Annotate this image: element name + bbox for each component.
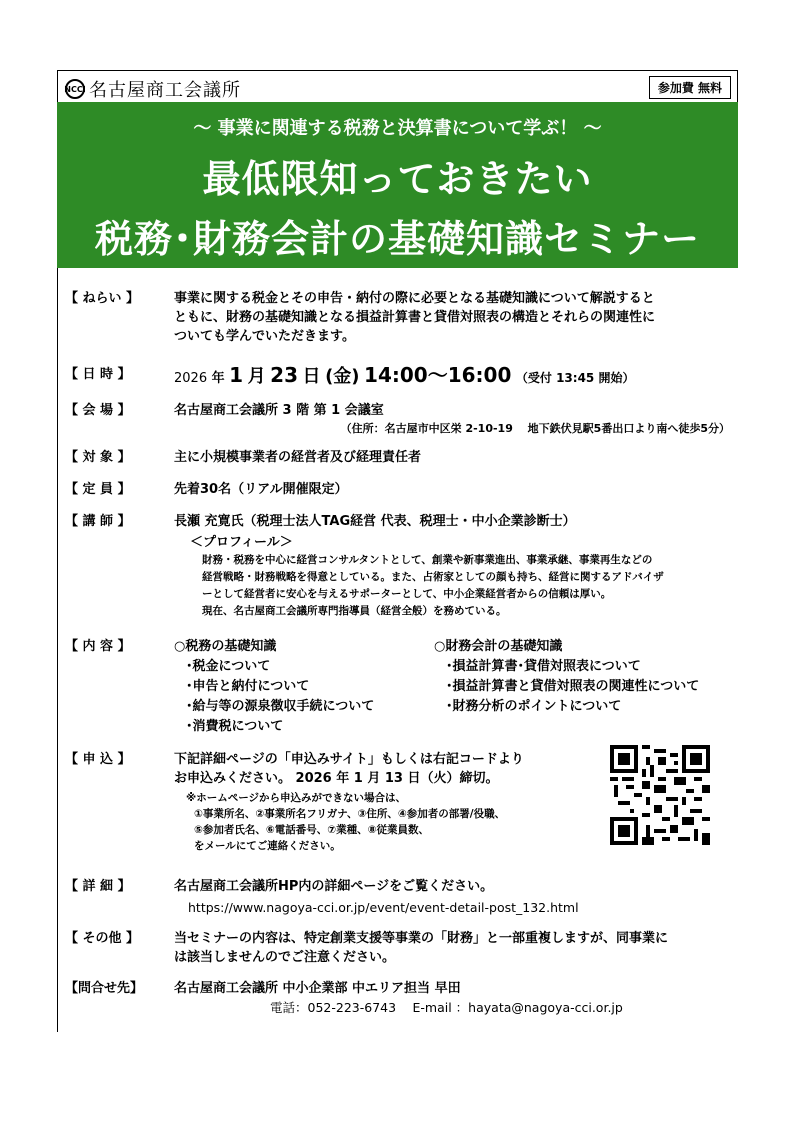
apply-deadline: お申込みください。 2026 年 1 月 13 日（火）締切。 (174, 771, 499, 786)
capacity-text: 先着30名（リアル開催限定） (174, 482, 348, 497)
date-month: 1 (229, 363, 244, 387)
date-day: 23 (270, 363, 298, 387)
profile-line: 財務・税務を中心に経営コンサルタントとして、創業や新事業進出、事業承継、事業再生などの (202, 554, 653, 566)
date-time: 14:00～16:00 (364, 363, 512, 387)
tax-basics-item: ･税金について (186, 659, 271, 674)
apply-line: 下記詳細ページの「申込みサイト」もしくは右記コードより (174, 752, 524, 767)
venue-value (174, 401, 734, 437)
fee-badge: 参加費 無料 (649, 76, 731, 99)
profile-line: 経営戦略・財務戦略を得意としている。また、占術家としての顔も持ち、経営に関するアドバイザ (202, 571, 664, 583)
aim-line: ともに、財務の基礎知識となる損益計算書と貸借対照表の構造とそれらの関連性に (174, 310, 656, 325)
lecturer-label: 【 講 師 】 (65, 514, 131, 529)
tax-basics-heading: ○税務の基礎知識 (174, 639, 277, 654)
datetime-value (174, 362, 734, 392)
contact-phone-email: 電話：052-223-6743 E-mail ：hayata@nagoya-cci.or.jp (270, 1000, 623, 1015)
aim-label: 【 ねらい 】 (65, 291, 140, 306)
content-value (174, 637, 734, 737)
accounting-basics-item: ･損益計算書と貸借対照表の関連性について (446, 679, 700, 694)
aim-line: 事業に関する税金とその申告・納付の際に必要となる基礎知識について解説すると (174, 291, 655, 306)
details-label: 【 詳 細 】 (65, 879, 131, 894)
contact-dept: 名古屋商工会議所 中小企業部 中エリア担当 早田 (174, 981, 461, 996)
venue-label: 【 会 場 】 (65, 403, 131, 418)
accounting-basics-item: ･損益計算書･貸借対照表について (446, 659, 641, 674)
other-line: は該当しませんのでご注意ください。 (174, 950, 396, 965)
details-url-link[interactable]: https://www.nagoya-cci.or.jp/event/event-detail-post_132.html (188, 900, 579, 915)
date-month-unit: 月 (247, 366, 266, 387)
tax-basics-item: ･給与等の源泉徴収手続について (186, 699, 375, 714)
contact-value (174, 979, 734, 1017)
apply-note-line: ①事業所名、②事業所名フリガナ、③住所、④参加者の部署/役職、 (194, 808, 506, 820)
datetime-label: 【 日 時 】 (65, 367, 131, 382)
accounting-basics-heading: ○財務会計の基礎知識 (434, 639, 563, 654)
lecturer-value (174, 512, 734, 620)
org-name: 名古屋商工会議所 (89, 80, 241, 101)
apply-label: 【 申 込 】 (65, 752, 131, 767)
apply-note-line: をメールにてご連絡ください。 (194, 840, 341, 852)
profile-text (202, 552, 734, 620)
date-day-unit: 日 (302, 366, 321, 387)
contact-label: 【問合せ先】 (65, 981, 144, 996)
date-reception: （受付 13:45 開始） (515, 371, 635, 385)
venue-name: 名古屋商工会議所 3 階 第 1 会議室 (174, 403, 384, 418)
target-text: 主に小規模事業者の経営者及び経理責任者 (174, 450, 422, 465)
details-value (174, 877, 734, 917)
aim-line: ついても学んでいただきます。 (174, 329, 355, 344)
banner-title-line1: 最低限知っておきたい (202, 157, 593, 201)
banner-title-line2: 税務･財務会計の基礎知識セミナー (94, 217, 700, 261)
qr-code[interactable] (610, 745, 710, 845)
apply-note-line: ⑤参加者氏名、⑥電話番号、⑦業種、⑧従業員数、 (194, 824, 430, 836)
tax-basics-item: ･消費税について (186, 719, 284, 734)
other-line: 当セミナーの内容は、特定創業支援等事業の「財務」と一部重複しますが、同事業に (174, 931, 669, 946)
logo (65, 76, 241, 102)
header-bar (57, 70, 738, 102)
lecturer-name: 長瀬 充寛氏（税理士法人TAG経営 代表、税理士・中小企業診断士） (174, 514, 576, 529)
apply-note-line: ※ホームページから申込みができない場合は、 (186, 792, 406, 804)
target-label: 【 対 象 】 (65, 450, 131, 465)
details-text: 名古屋商工会議所HP内の詳細ページをご覧ください。 (174, 879, 494, 894)
other-text (174, 929, 734, 967)
title-banner (57, 102, 738, 268)
content-label: 【 内 容 】 (65, 639, 131, 654)
accounting-basics-item: ･財務分析のポイントについて (446, 699, 622, 714)
other-label: 【 その他 】 (65, 931, 140, 946)
chamber-logo-icon: NCCI (65, 79, 85, 99)
accounting-basics-column (434, 637, 699, 717)
banner-subtitle: ～ 事業に関連する税務と決算書について学ぶ！ ～ (193, 118, 602, 139)
date-year: 2026 (174, 371, 208, 386)
venue-address: （住所：名古屋市中区栄 2-10-19 地下鉄伏見駅5番出口より南へ徒歩5分） (340, 422, 730, 435)
profile-heading: ＜プロフィール＞ (190, 535, 293, 550)
profile-line: 現在、名古屋商工会議所専門指導員（経営全般）を務めている。 (202, 605, 507, 617)
capacity-label: 【 定 員 】 (65, 482, 131, 497)
tax-basics-item: ･申告と納付について (186, 679, 310, 694)
date-year-unit: 年 (211, 371, 225, 386)
date-weekday: (金) (325, 366, 360, 387)
profile-line: ーとして経営者に安心を与えるサポーターとして、中小企業経営者からの信頼は厚い。 (202, 588, 612, 600)
aim-text (174, 289, 734, 346)
